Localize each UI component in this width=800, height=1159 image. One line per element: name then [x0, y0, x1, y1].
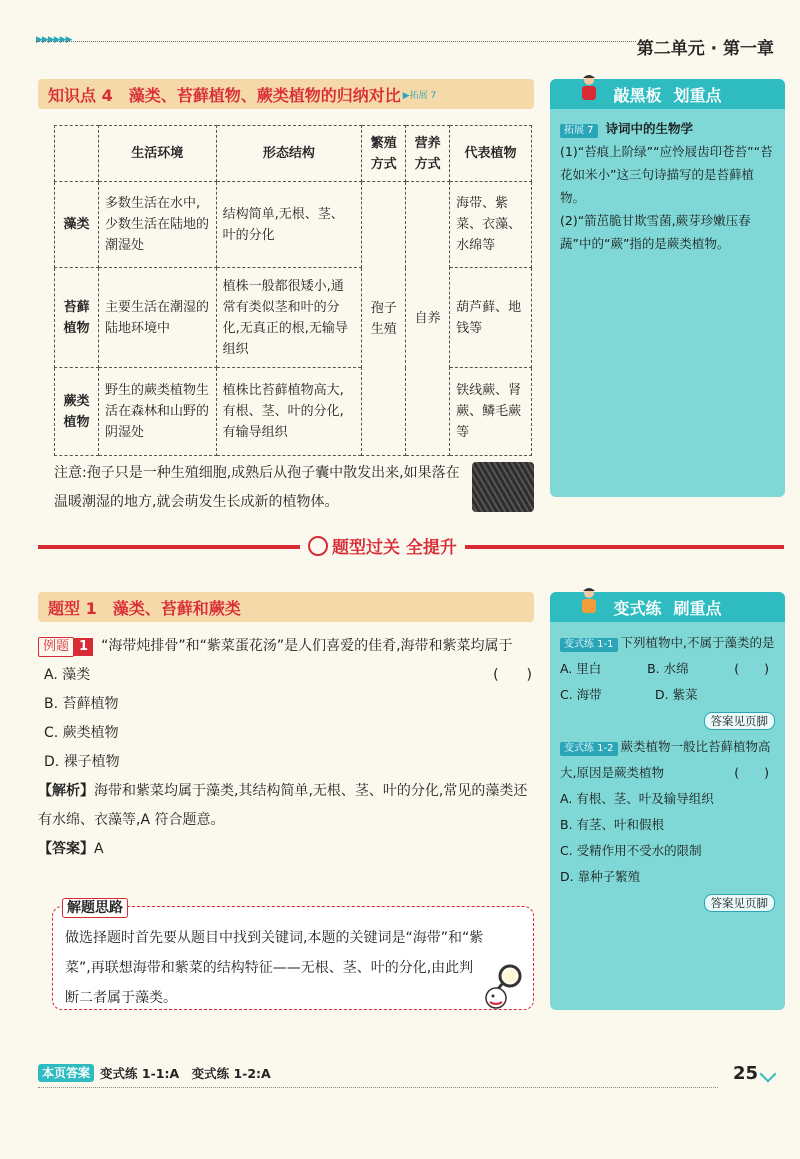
spore-image: [472, 462, 534, 512]
page-answers: [38, 1064, 271, 1082]
option: C. 受精作用不受水的限制: [560, 843, 702, 858]
key-points-body: [550, 109, 785, 263]
option: B. 有茎、叶和假根: [560, 817, 665, 832]
row-name: 苔藓植物: [55, 268, 99, 368]
comparison-table: [54, 125, 532, 456]
see-answer-label: 答案见页脚: [704, 894, 776, 912]
see-answer-label: 答案见页脚: [704, 712, 776, 730]
analysis: [38, 777, 538, 835]
thinking-label: 解题思路: [62, 898, 128, 918]
variant-question-text: 下列植物中,不属于藻类的是: [620, 635, 775, 650]
question-type-bar: [38, 592, 534, 622]
option: B. 水绵: [647, 661, 689, 676]
key-points-subtitle: 划重点: [673, 85, 722, 105]
table-header-row: [55, 126, 532, 182]
option: C. 海带: [560, 687, 602, 702]
target-icon: [308, 536, 328, 556]
option: A. 有根、茎、叶及输导组织: [560, 791, 714, 806]
table-header-cell: 形态结构: [216, 126, 362, 182]
poem-paragraph-2: (2)“箭茁脆甘欺雪菌,蕨芽珍嫩压春蔬”中的“蕨”指的是蕨类植物。: [560, 213, 751, 251]
answer-paren: ( ): [734, 661, 769, 676]
detective-mascot-icon: [480, 960, 526, 1010]
table-row: [55, 268, 532, 368]
table-row: [55, 182, 532, 268]
divider-title: 题型过关 全提升: [332, 538, 457, 558]
extension-badge: 拓展 7: [560, 124, 598, 138]
chapter-title: 第二单元 · 第一章: [636, 39, 774, 59]
example-number: 1: [74, 638, 93, 656]
variant-badge: 变式练 1-2: [560, 742, 618, 756]
see-answer-2: [560, 890, 775, 916]
reproduction-cell: 孢子生殖: [362, 182, 406, 456]
row-structure: 植株比苔藓植物高大,有根、茎、叶的分化,有输导组织: [216, 368, 362, 456]
divider-label: [300, 533, 465, 558]
row-structure: 植株一般都很矮小,通常有类似茎和叶的分化,无真正的根,无输导组织: [216, 268, 362, 368]
option: C. 蕨类植物: [44, 725, 119, 741]
option: A. 里白: [560, 661, 602, 676]
variant-body: [550, 622, 785, 924]
poem-paragraph-1: (1)“苔痕上阶绿”“应怜屐齿印苍苔”“苔花如米小”这三句诗描写的是苔藓植物。: [560, 144, 773, 205]
row-name: 藻类: [55, 182, 99, 268]
option: D. 裸子植物: [44, 754, 120, 770]
header-decoration: ▶▶▶▶▶▶: [36, 35, 72, 45]
extension-tag: ▶拓展 7: [402, 90, 437, 101]
table-header-cell: 营养方式: [406, 126, 450, 182]
key-points-panel: [550, 79, 785, 497]
page-number-text: 25: [732, 1063, 758, 1084]
teacher-icon: [578, 73, 600, 101]
table-header-cell: [55, 126, 99, 182]
student-icon: [578, 586, 600, 614]
key-points-title: 敲黑板: [613, 85, 662, 105]
question-type-title: 题型 1 藻类、苔藓和蕨类: [48, 598, 241, 618]
knowledge-point-bar: [38, 79, 534, 109]
row-env: 主要生活在潮湿的陆地环境中: [98, 268, 216, 368]
analysis-text: 海带和紫菜均属于藻类,其结构简单,无根、茎、叶的分化,常见的藻类还有水绵、衣藻等,A 符合题意。: [38, 783, 528, 828]
example-block: [38, 632, 538, 864]
page-answers-badge: 本页答案: [38, 1064, 94, 1082]
row-example: 葫芦藓、地钱等: [450, 268, 532, 368]
thinking-text: 做选择题时首先要从题目中找到关键词,本题的关键词是“海带”和“紫菜”,再联想海带和紫菜的结构特征——无根、茎、叶的分化,由此判断二者属于藻类。: [65, 930, 484, 1006]
option-row: [560, 656, 734, 682]
table-header-cell: 生活环境: [98, 126, 216, 182]
thinking-box: [52, 906, 534, 1010]
knowledge-point-title: 知识点 4 藻类、苔藓植物、蕨类植物的归纳对比: [48, 85, 401, 105]
answer: [38, 835, 538, 864]
table-header-cell: 繁殖方式: [362, 126, 406, 182]
row-example: 海带、紫菜、衣藻、水绵等: [450, 182, 532, 268]
answer-paren: ( ): [493, 667, 532, 683]
example-badge: 例题: [38, 637, 74, 657]
header-line: [36, 41, 636, 42]
page-answers-text: 变式练 1-1:A 变式练 1-2:A: [100, 1066, 271, 1081]
key-points-header: [550, 79, 785, 109]
variant-badge: 变式练 1-1: [560, 638, 618, 652]
option: D. 靠种子繁殖: [560, 869, 641, 884]
answer-label: 【答案】: [38, 841, 94, 857]
option: A. 藻类: [44, 667, 91, 683]
option: D. 紫菜: [655, 687, 698, 702]
answer-text: A: [94, 841, 104, 857]
option-row: [560, 682, 775, 708]
nutrition-cell: 自养: [406, 182, 450, 456]
row-name: 蕨类植物: [55, 368, 99, 456]
variant-title: 变式练: [613, 598, 662, 618]
table-header-cell: 代表植物: [450, 126, 532, 182]
leaf-icon: [760, 1065, 777, 1082]
note-text: 注意:孢子只是一种生殖细胞,成熟后从孢子囊中散发出来,如果落在温暖潮湿的地方,就会萌发生长成新的植物体。: [54, 465, 460, 510]
example-question-text: “海带炖排骨”和“紫菜蛋花汤”是人们喜爱的佳肴,海带和紫菜均属于: [101, 638, 513, 654]
page-number: [733, 1063, 774, 1084]
variant-question-text: 蕨类植物一般比苔藓植物高大,原因是蕨类植物: [560, 739, 771, 780]
variant-header: [550, 592, 785, 622]
row-structure: 结构简单,无根、茎、叶的分化: [216, 182, 362, 268]
row-env: 野生的蕨类植物生活在森林和山野的阴湿处: [98, 368, 216, 456]
answer-paren: ( ): [734, 765, 769, 780]
variant-practice-panel: [550, 592, 785, 1010]
variant-question-2: [560, 734, 775, 786]
analysis-label: 【解析】: [38, 783, 94, 799]
footer-line: [38, 1087, 718, 1088]
row-env: 多数生活在水中,少数生活在陆地的潮湿处: [98, 182, 216, 268]
poem-heading: 诗词中的生物学: [605, 121, 694, 136]
row-example: 铁线蕨、肾蕨、鳞毛蕨等: [450, 368, 532, 456]
option: B. 苔藓植物: [44, 696, 119, 712]
variant-subtitle: 刷重点: [673, 598, 722, 618]
see-answer-1: [560, 708, 775, 734]
table-row: [55, 368, 532, 456]
